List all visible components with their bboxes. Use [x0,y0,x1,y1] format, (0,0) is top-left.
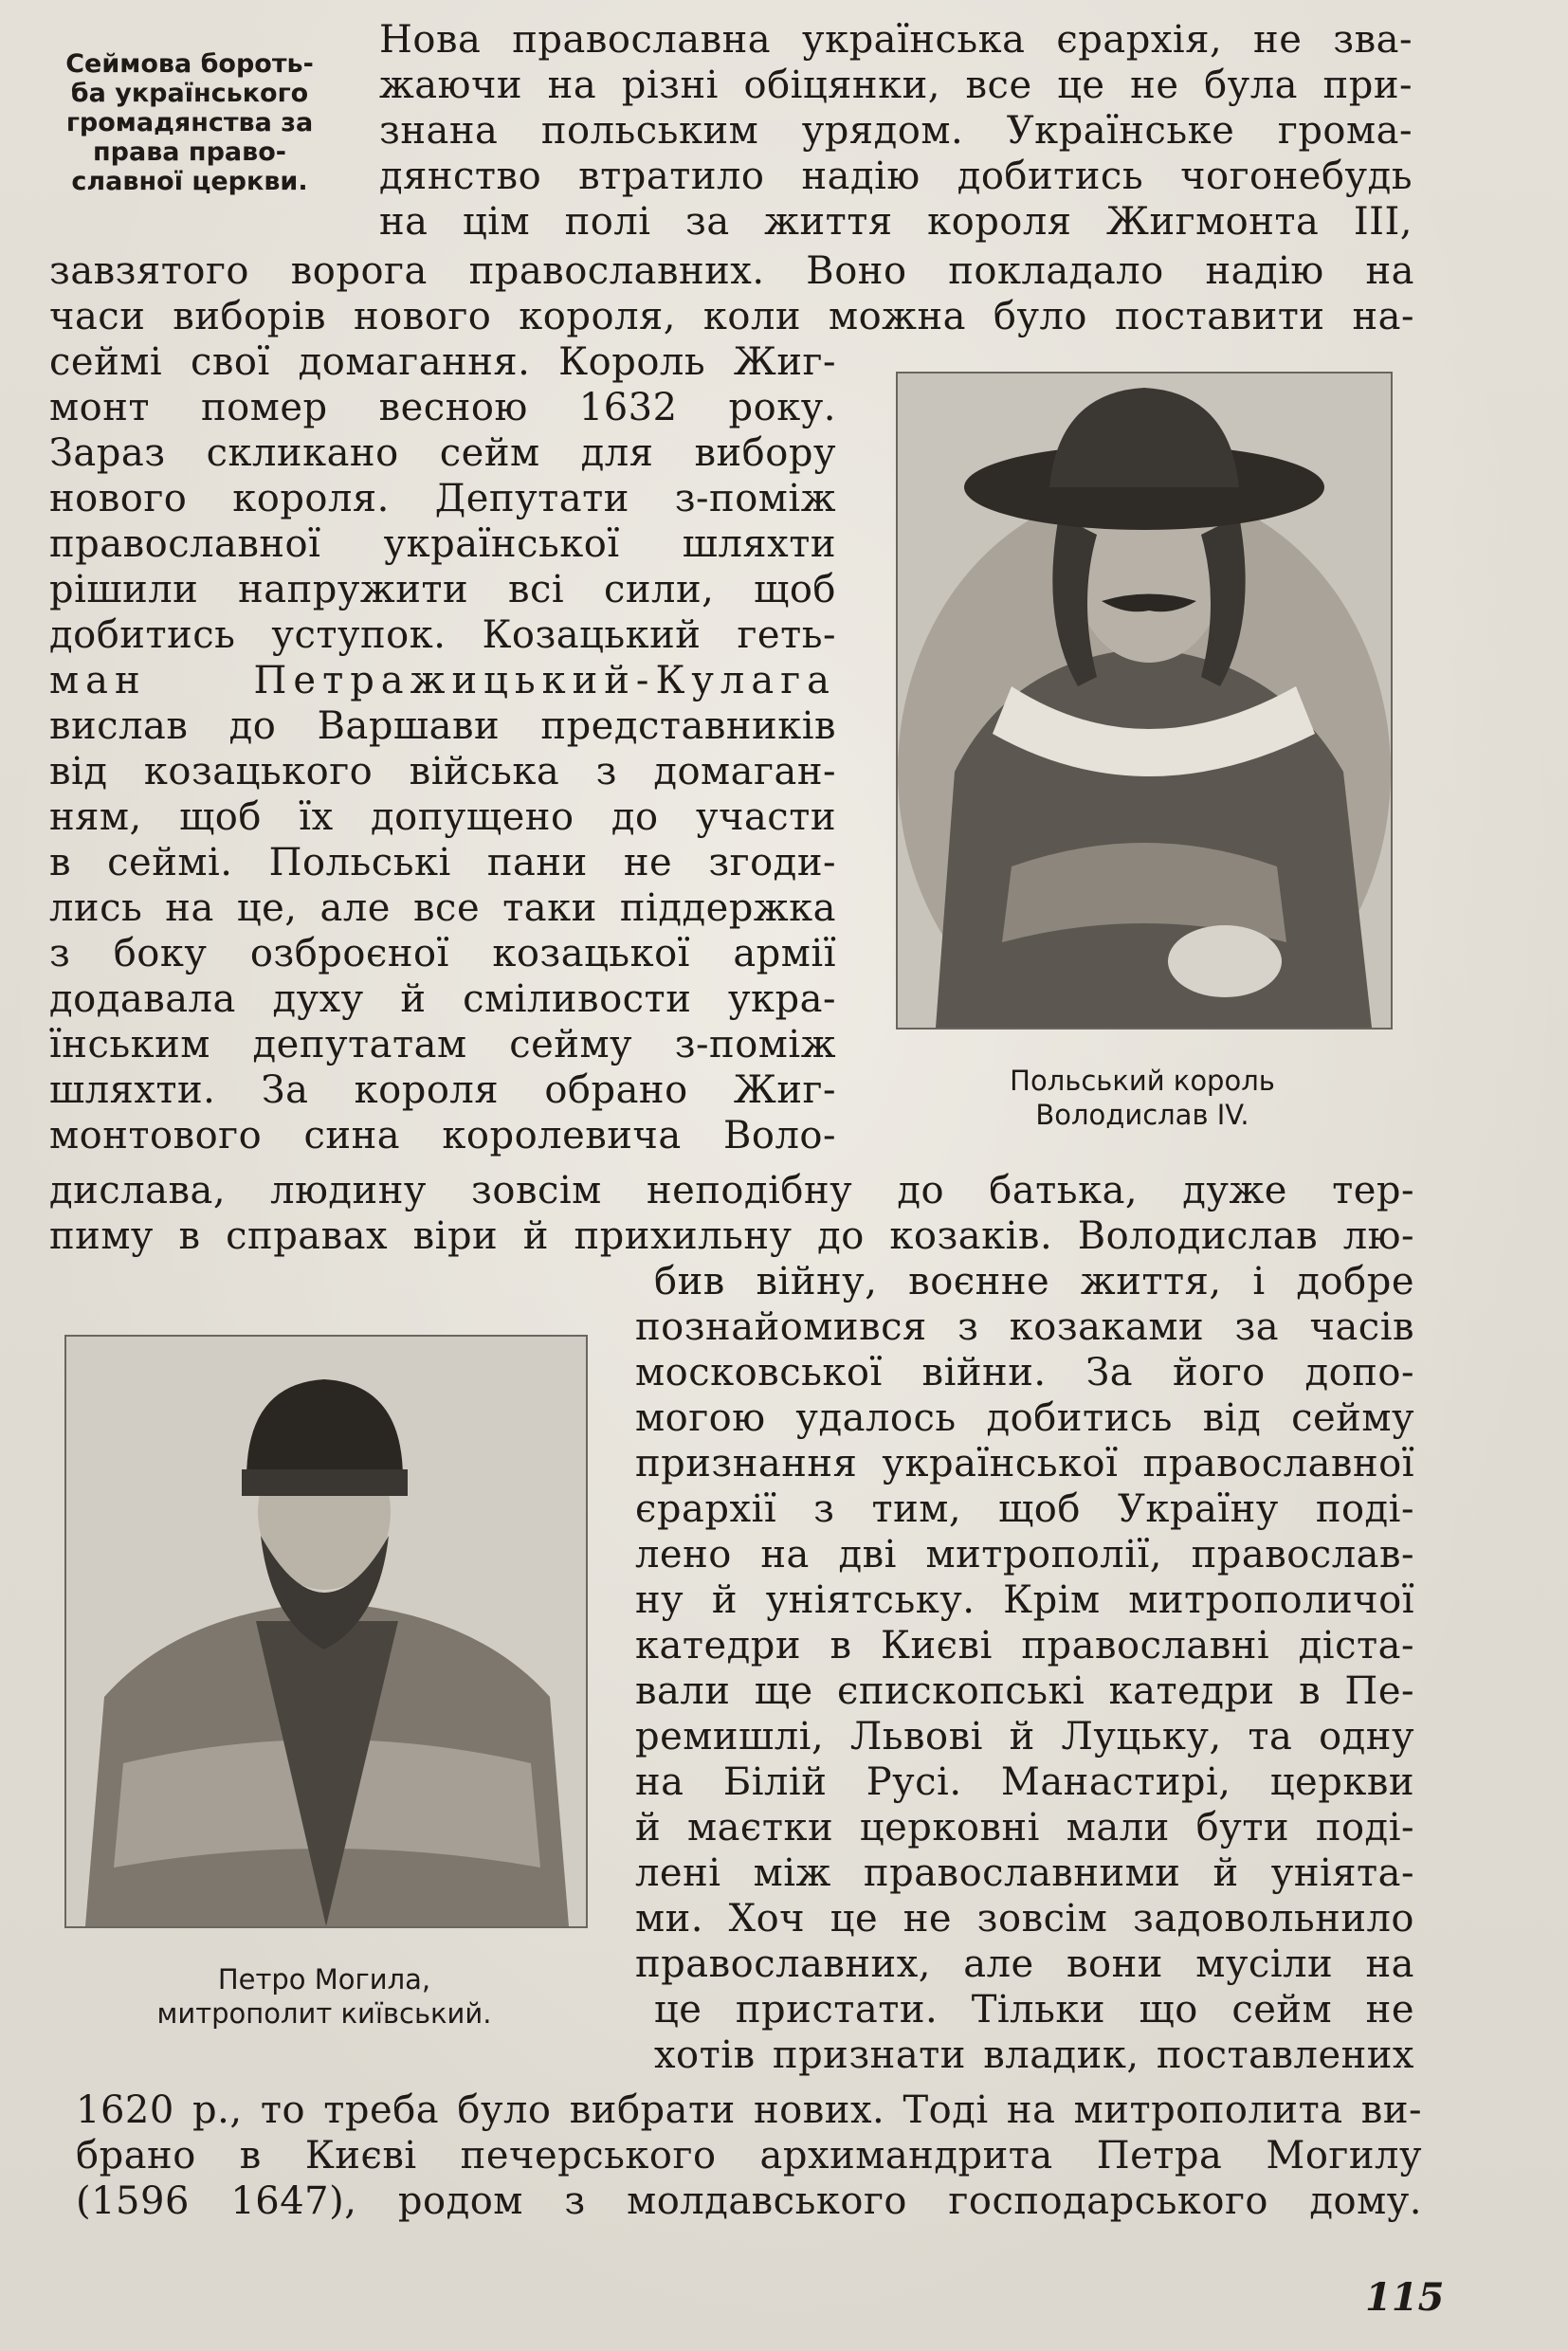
body-line: вислав до Варшави представників [49,704,836,748]
body-line: познайомився з козаками за часів [635,1305,1414,1349]
mohyla-portrait-image [64,1335,588,1928]
body-line: московської війни. За його допо- [635,1351,1414,1394]
king-caption [896,1064,1389,1132]
body-line: (1596 1647), родом з молдавського господарського дому. [76,2179,1422,2223]
body-line: ням, щоб їх допущено до участи [49,795,836,839]
body-line: на Білій Русі. Манастирі, церкви [635,1760,1414,1804]
margin-heading-line: права право- [93,137,286,167]
caption-line: митрополит київський. [156,1997,492,2030]
body-line: ну й уніятську. Крім митрополичої [635,1578,1414,1622]
portrait-metropolitan-icon [66,1337,586,1926]
king-portrait-image [896,372,1393,1030]
body-line: ман Петражицький-Кулага [49,659,836,702]
body-line: додавала духу й сміливости укра- [49,977,836,1021]
body-line: брано в Києві печерського архимандрита Петра Могилу [76,2134,1422,2178]
margin-heading-line: Сеймова бороть- [65,49,314,79]
body-line: Зараз скликано сейм для вибору [49,431,836,475]
body-line: й маєтки церковні мали бути поді- [635,1806,1414,1850]
body-line: завзятого ворога православних. Воно покладало надію на [49,249,1414,293]
caption-line: Польський король [1010,1065,1275,1097]
body-line: на цім полі за життя короля Жигмонта III, [379,200,1413,244]
body-line: катедри в Києві православні діста- [635,1624,1414,1668]
body-line: Нова православна українська єрархія, не зва- [379,18,1413,62]
body-line: монтового сина королевича Воло- [49,1114,836,1157]
margin-heading-line: громадянства за [65,108,314,137]
body-line: лено на дві митрополії, православ- [635,1533,1414,1576]
body-line: 1620 р., то треба було вибрати нових. Тоді на митрополита ви- [76,2088,1422,2132]
page-number: 115 [1365,2275,1445,2320]
body-line: хотів признати владик, поставлених [654,2033,1414,2077]
body-line: з боку озброєної козацької армії [49,932,836,975]
body-line: це пристати. Тільки що сейм не [654,1988,1414,2032]
body-line: дянство втратило надію добитись чогонебудь [379,155,1413,198]
body-line: рішили напружити всі сили, щоб [49,568,836,611]
margin-heading-line: славної церкви. [71,167,308,196]
mohyla-caption [64,1962,584,2031]
body-line: монт помер весною 1632 року. [49,386,836,429]
body-line: лись на це, але все таки піддержка [49,886,836,930]
body-line: шляхти. За короля обрано Жиг- [49,1068,836,1112]
body-line: пиму в справах віри й прихильну до козаків. Володислав лю- [49,1214,1414,1258]
body-line: признання української православної [635,1442,1414,1485]
body-line: часи виборів нового короля, коли можна було поставити на- [49,295,1414,338]
portrait-king-icon [898,374,1391,1028]
body-line: сеймі свої домагання. Король Жиг- [49,340,836,384]
body-line: дислава, людину зовсім неподібну до батька, дуже тер- [49,1169,1414,1212]
body-line: добитись уступок. Козацький геть- [49,613,836,657]
caption-line: Петро Могила, [217,1963,431,1996]
margin-heading [38,49,341,196]
body-line: ремишлі, Львові й Луцьку, та одну [635,1715,1414,1759]
body-line: могою удалось добитись від сейму [635,1396,1414,1440]
body-line: православних, але вони мусіли на [635,1942,1414,1986]
caption-line: Володислав IV. [1035,1099,1249,1131]
body-line: жаючи на різні обіцянки, все це не була при- [379,64,1413,107]
body-line: в сеймі. Польські пани не згоди- [49,841,836,884]
body-line: бив війну, воєнне життя, і добре [654,1260,1414,1303]
body-line: їнським депутатам сейму з-поміж [49,1023,836,1066]
body-line: від козацького війська з домаган- [49,750,836,793]
body-line: знана польським урядом. Українське грома- [379,109,1413,153]
body-line: православної української шляхти [49,522,836,566]
body-line: єрархії з тим, щоб Україну поді- [635,1487,1414,1531]
body-line: лені між православними й уніята- [635,1851,1414,1895]
body-line: ми. Хоч це не зовсім задовольнило [635,1897,1414,1941]
margin-heading-line: ба українського [70,79,309,108]
body-line: вали ще єпископські катедри в Пе- [635,1669,1414,1713]
body-line: нового короля. Депутати з-поміж [49,477,836,520]
